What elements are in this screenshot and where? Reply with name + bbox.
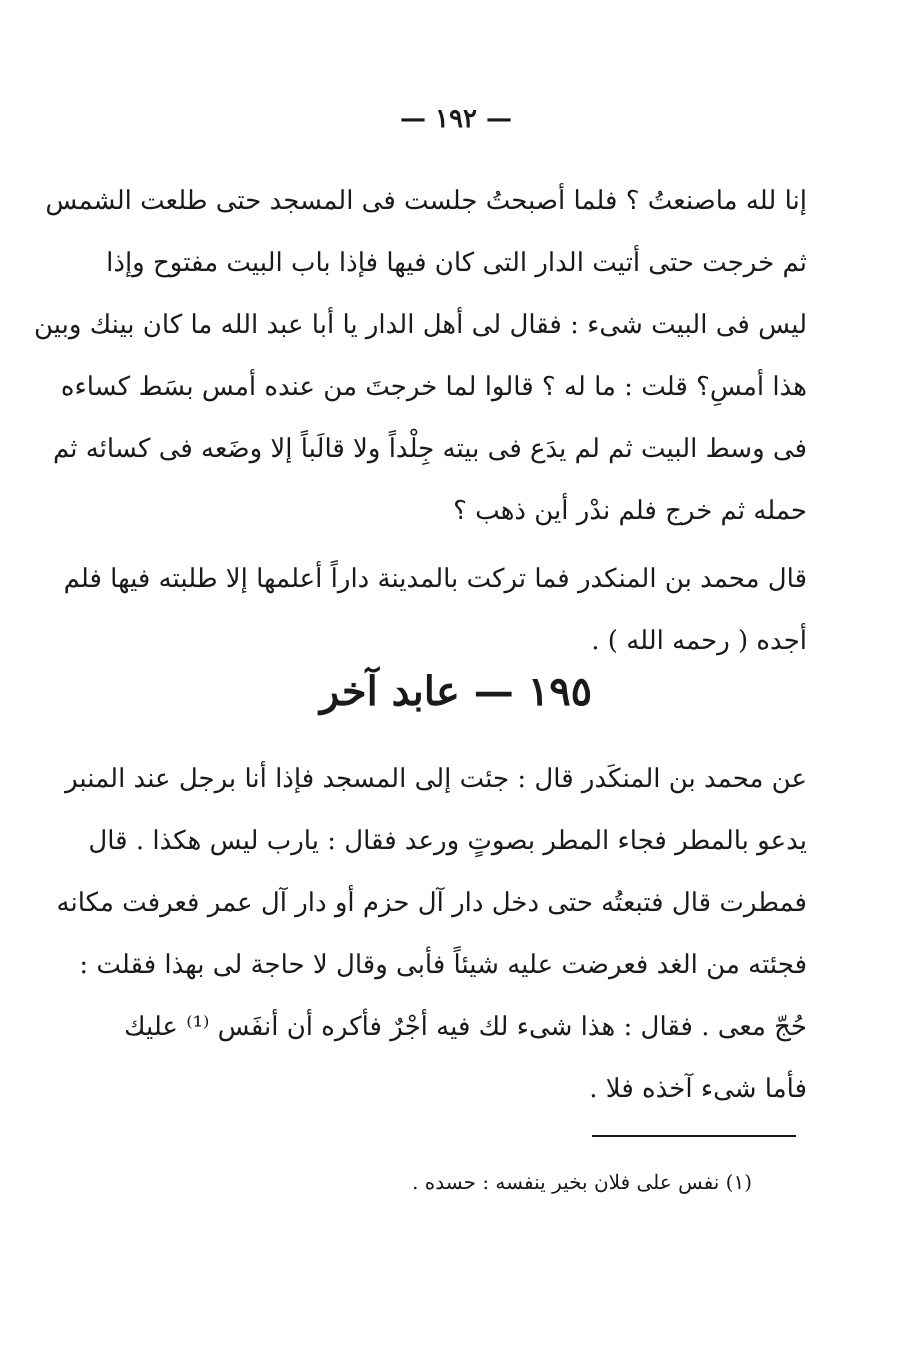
text-line: يدعو بالمطر فجاء المطر بصوتٍ ورعد فقال : يارب ليس هكذا . قال: [88, 826, 807, 856]
text-line: ثم خرجت حتى أتيت الدار التى كان فيها فإذا باب البيت مفتوح وإذا: [106, 248, 807, 278]
text-line: حمله ثم خرج فلم ندْر أين ذهب ؟: [453, 496, 807, 526]
paragraph-1: [34, 170, 807, 542]
text-line: هذا أمسِ؟ قلت : ما له ؟ قالوا لما خرجتَ من عنده أمس بسَط كساءه: [60, 372, 807, 402]
text-line: فجئته من الغد فعرضت عليه شيئاً فأبى وقال لا حاجة لى بهذا فقلت :: [79, 950, 807, 980]
page-number: — ١٩٢ —: [399, 104, 513, 134]
text-line: قال محمد بن المنكدر فما تركت بالمدينة داراً أعلمها إلا طلبته فيها فلم: [63, 564, 807, 594]
footnote: (١) نفس على فلان بخير ينفسه : حسده .: [412, 1170, 752, 1194]
paragraph-3: [56, 748, 807, 1120]
text-line: ليس فى البيت شىء : فقال لى أهل الدار يا أبا عبد الله ما كان بينك وبين: [34, 310, 807, 340]
text-line: فأما شىء آخذه فلا .: [589, 1074, 807, 1104]
paragraph-2: [63, 548, 807, 672]
text-line: أجده ( رحمه الله ) .: [591, 626, 807, 656]
text-line: عن محمد بن المنكَدر قال : جئت إلى المسجد فإذا أنا برجل عند المنبر: [65, 764, 807, 794]
footnote-divider: [592, 1135, 796, 1137]
section-heading: ١٩٥ — عابد آخر: [319, 668, 593, 715]
text-line: فى وسط البيت ثم لم يدَع فى بيته جِلْداً ولا قالَباً إلا وضَعه فى كسائه ثم: [52, 434, 807, 464]
text-line: حُجّ معى . فقال : هذا شىء لك فيه أجْرٌ فأكره أن أنفَس ⁽¹⁾ عليك: [124, 1012, 807, 1042]
text-line: فمطرت قال فتبعتُه حتى دخل دار آل حزم أو دار آل عمر فعرفت مكانه: [56, 888, 807, 918]
text-line: إنا لله ماصنعتُ ؟ فلما أصبحتُ جلست فى المسجد حتى طلعت الشمس: [45, 186, 807, 216]
